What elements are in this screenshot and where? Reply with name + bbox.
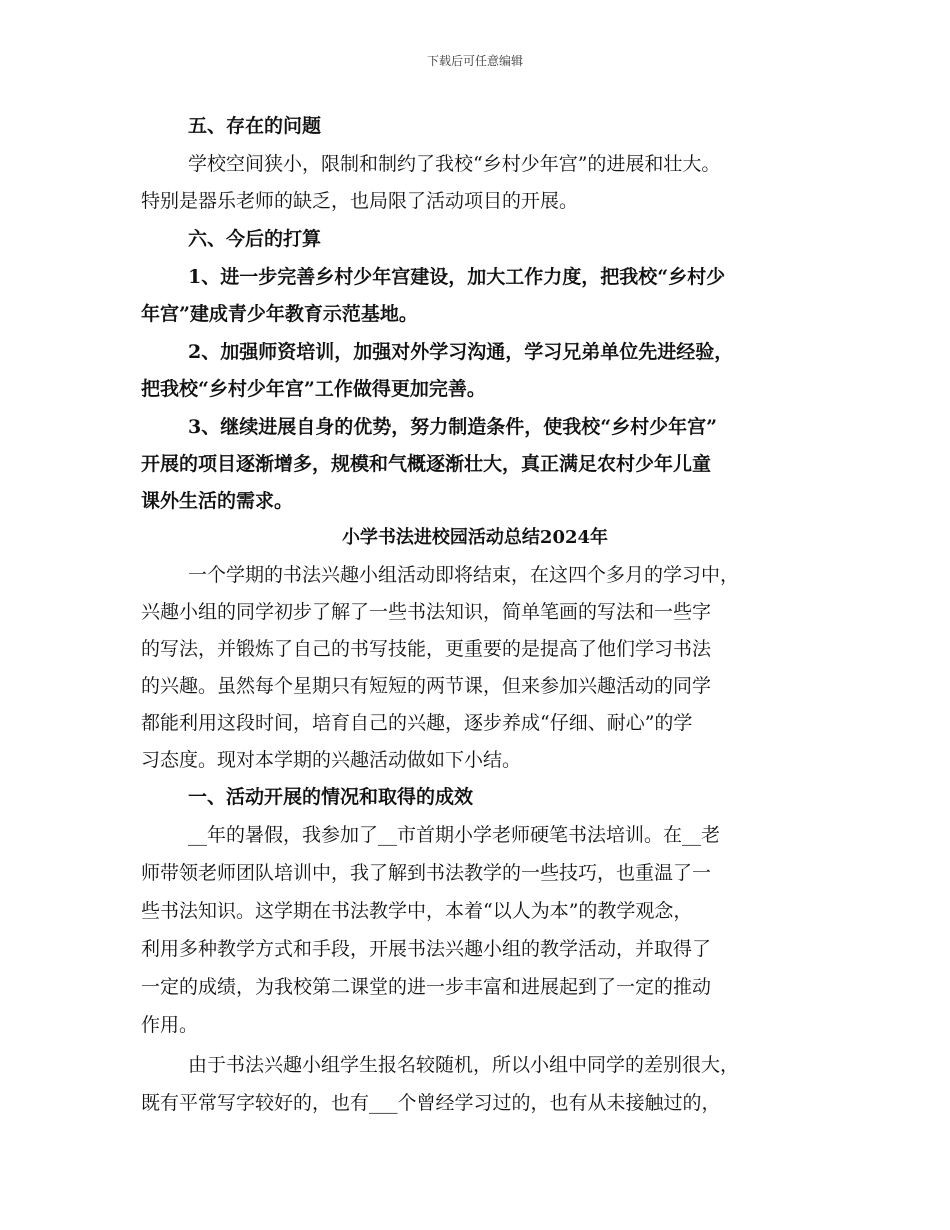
list-item-line: 2、加强师资培训，加强对外学习沟通，学习兄弟单位先进经验， <box>188 341 734 363</box>
paragraph-line: 的写法，并锻炼了自己的书写技能，更重要的是提高了他们学习书法 <box>141 638 712 660</box>
list-item-line: 把我校“乡村少年宫”工作做得更加完善。 <box>141 378 486 400</box>
paragraph-line: 特别是器乐老师的缺乏，也局限了活动项目的开展。 <box>141 190 579 212</box>
list-item-line: 开展的项目逐渐增多，规模和气概逐渐壮大，真正满足农村少年儿童 <box>141 453 712 475</box>
list-item-line: 年宫”建成青少年教育示范基地。 <box>141 303 418 325</box>
paragraph-line: 些书法知识。这学期在书法教学中，本着“以人为本”的教学观念， <box>141 900 693 922</box>
paragraph-line: 兴趣小组的同学初步了解了一些书法知识，简单笔画的写法和一些字 <box>141 601 712 623</box>
paragraph-line: __年的暑假，我参加了__市首期小学老师硬笔书法培训。在__老 <box>188 824 721 846</box>
section-heading: 五、存在的问题 <box>188 115 322 137</box>
paragraph-line: 作用。 <box>141 1014 199 1036</box>
paragraph-line: 的兴趣。虽然每个星期只有短短的两节课，但来参加兴趣活动的同学 <box>141 675 712 697</box>
paragraph-line: 利用多种教学方式和手段，开展书法兴趣小组的教学活动，并取得了 <box>141 938 712 960</box>
paragraph-line: 师带领老师团队培训中，我了解到书法教学的一些技巧，也重温了一 <box>141 862 712 884</box>
paragraph-line: 都能利用这段时间，培育自己的兴趣，逐步养成“仔细、耐心”的学 <box>141 712 693 734</box>
paragraph-line: 一个学期的书法兴趣小组活动即将结束，在这四个多月的学习中， <box>188 564 740 586</box>
list-item-line: 3、继续进展自身的优势，努力制造条件，使我校“乡村少年宫” <box>188 416 718 438</box>
section-heading: 六、今后的打算 <box>188 228 322 250</box>
paragraph-line: 由于书法兴趣小组学生报名较随机，所以小组中同学的差别很大， <box>188 1054 740 1076</box>
list-item-line: 课外生活的需求。 <box>141 490 294 512</box>
document-title: 小学书法进校园活动总结2024年 <box>341 527 609 548</box>
list-item-line: 1、进一步完善乡村少年宫建设，加大工作力度，把我校“乡村少 <box>188 266 726 288</box>
paragraph-line: 学校空间狭小，限制和制约了我校“乡村少年宫”的进展和壮大。 <box>188 153 721 175</box>
page-header: 下载后可任意编辑 <box>426 54 523 68</box>
paragraph-line: 一定的成绩，为我校第二课堂的进一步丰富和进展起到了一定的推动 <box>141 976 712 998</box>
paragraph-line: 习态度。现对本学期的兴趣活动做如下小结。 <box>141 749 522 771</box>
paragraph-line: 既有平常写字较好的，也有___个曾经学习过的，也有从未接触过的， <box>141 1092 721 1114</box>
section-heading: 一、活动开展的情况和取得的成效 <box>188 786 474 808</box>
